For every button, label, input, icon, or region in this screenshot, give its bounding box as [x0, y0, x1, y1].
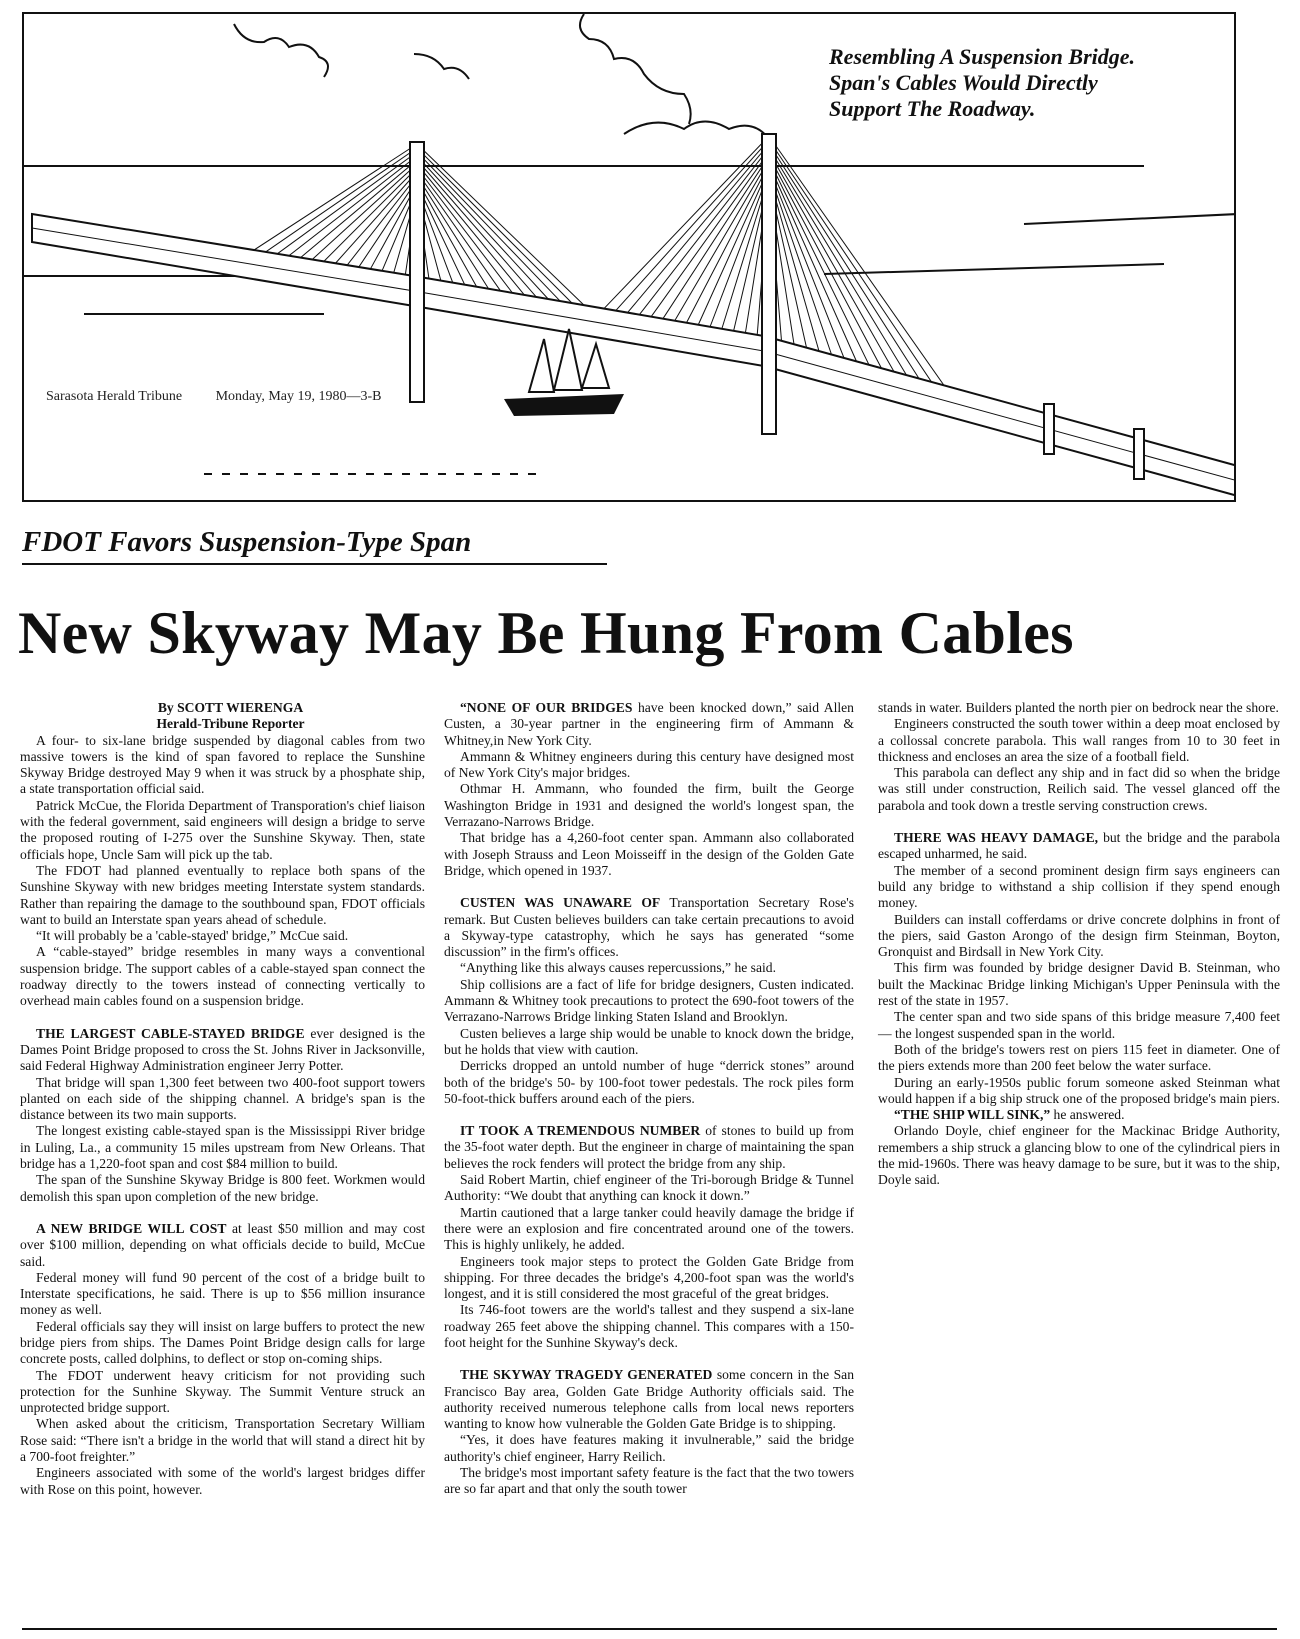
paragraph-text: but the bridge and the parabola escaped unharmed, he said.	[878, 830, 1280, 862]
paragraph-lead-in: THE LARGEST CABLE-STAYED BRIDGE	[36, 1025, 305, 1041]
sailing-ship	[504, 329, 624, 416]
byline-role: Herald-Tribune Reporter	[156, 716, 305, 732]
caption-line: Support The Roadway.	[829, 96, 1036, 121]
article-paragraph	[20, 944, 425, 1009]
cable-line	[417, 168, 512, 293]
article-paragraph	[20, 1026, 425, 1075]
article-paragraph	[878, 700, 1280, 716]
article-paragraph	[878, 912, 1280, 961]
paragraph-text: Orlando Doyle, chief engineer for the Mackinac Bridge Authority, remembers a ship struck a glancing blow to one of the cylindrical piers in the mid-1960s. There was heavy damage to be sure, but it was to the ship, Doyle said.	[878, 1123, 1280, 1188]
cable-line	[254, 144, 417, 250]
article-paragraph	[444, 895, 854, 960]
paragraph-text: Federal money will fund 90 percent of the cost of a bridge built to Interstate specifications, he said. There is up to $56 million insurance money as well.	[20, 1269, 425, 1318]
article-paragraph	[20, 1416, 425, 1465]
paragraph-text: A four- to six-lane bridge suspended by diagonal cables from two massive towers is the kind of span favored to replace the Sunshine Skyway Bridge destroyed May 9 when it was struck by a phosphate ship, a state transportation official said.	[20, 732, 425, 797]
paragraph-text: Both of the bridge's towers rest on piers 115 feet in diameter. One of the piers extends more than 200 feet below the water surface.	[878, 1041, 1280, 1074]
paragraph-text: The member of a second prominent design firm says engineers can build any bridge to withstand a ship collision if they spend enough money.	[878, 862, 1280, 911]
article-paragraph	[878, 1075, 1280, 1108]
caption-line: Span's Cables Would Directly	[829, 70, 1098, 95]
article-column-1	[20, 700, 425, 1498]
paragraph-text: Its 746-foot towers are the world's tallest and they suspend a six-lane roadway 265 feet above the shipping channel. This compares with a 150-foot height for the Sunhine Skyway's deck.	[444, 1302, 854, 1350]
paragraph-text: That bridge will span 1,300 feet between two 400-foot support towers planted on each side of the shipping channel. A bridge's span is the distance between its two main supports.	[20, 1074, 425, 1123]
paragraph-text: This firm was founded by bridge designer David B. Steinman, who built the Mackinac Bridge linking Michigan's Upper Peninsula with the rest of the state in 1957.	[878, 960, 1280, 1009]
paragraph-text: have been knocked down,” said Allen Custen, a 30-year partner in the engineering firm of Ammann & Whitney,in New York City.	[444, 700, 854, 748]
article-paragraph	[444, 1205, 854, 1254]
paragraph-lead-in: THERE WAS HEAVY DAMAGE,	[894, 830, 1099, 846]
clouds	[234, 14, 769, 139]
article-paragraph	[20, 798, 425, 863]
cable-line	[417, 156, 548, 299]
article-paragraph	[20, 928, 425, 944]
article-paragraph	[20, 733, 425, 798]
paragraph-lead-in: THE SKYWAY TRAGEDY GENERATED	[460, 1367, 713, 1383]
article-paragraph	[444, 1026, 854, 1059]
article-paragraph	[444, 1465, 854, 1498]
article-paragraph	[444, 749, 854, 782]
paragraph-text: The FDOT underwent heavy criticism for not providing such protection for the Sunhine Skyway. The Summit Venture struck an unprotected bridge support.	[20, 1367, 425, 1416]
article-paragraph	[444, 1254, 854, 1303]
article-paragraph	[444, 1123, 854, 1172]
paragraph-text: of stones to build up from the 35-foot water depth. But the engineer in charge of maintaining the span believes the rock fenders will protect the bridge from any ship.	[444, 1123, 854, 1171]
paragraph-text: stands in water. Builders planted the north pier on bedrock near the shore.	[878, 700, 1279, 715]
paragraph-text: Said Robert Martin, chief engineer of the Tri-borough Bridge & Tunnel Authority: “We doubt that anything can knock it down.”	[444, 1172, 854, 1204]
paragraph-text: “Yes, it does have features making it invulnerable,” said the bridge authority's chief engineer, Harry Reilich.	[444, 1432, 854, 1464]
article-paragraph	[444, 1058, 854, 1107]
paragraph-text: he answered.	[1050, 1107, 1125, 1123]
paragraph-text: some concern in the San Francisco Bay area, Golden Gate Bridge Authority officials said. The authority received numerous telephone calls from local news reporters wanting to know how vulnerable the Golden Gate Bridge is to shipping.	[444, 1367, 854, 1432]
cable-line	[769, 164, 857, 361]
bottom-rule	[22, 1628, 1277, 1630]
article-paragraph	[878, 765, 1280, 814]
paragraph-text: Federal officials say they will insist on large buffers to protect the new bridge piers from ships. The Dames Point Bridge design calls for large concrete posts, called dolphins, to deflect or stop on-coming ships.	[20, 1318, 425, 1367]
paragraph-lead-in: “THE SHIP WILL SINK,”	[894, 1107, 1051, 1123]
paragraph-text: The longest existing cable-stayed span is the Mississippi River bridge in Luling, La., a community 15 miles upstream from New Orleans. That bridge has a 1,220-foot span and cost $84 million to build.	[20, 1123, 425, 1172]
article-paragraph	[878, 1123, 1280, 1188]
article-paragraph	[878, 1107, 1280, 1123]
article-paragraph	[20, 1172, 425, 1205]
newspaper-name: Sarasota Herald Tribune	[46, 389, 183, 404]
illustration-caption	[829, 44, 1135, 122]
article-paragraph	[878, 716, 1280, 765]
paragraph-text: The center span and two side spans of this bridge measure 7,400 feet — the longest suspended span in the world.	[878, 1009, 1280, 1041]
paragraph-text: Ship collisions are a fact of life for bridge designers, Custen indicated. Ammann & Whitney took precautions to protect the 690-foot towers of the Verrazano-Narrows Bridge linking Staten Island and Brooklyn.	[444, 976, 854, 1025]
bridge-illustration	[22, 12, 1236, 502]
article-paragraph	[444, 781, 854, 830]
article-paragraph	[444, 830, 854, 879]
paragraph-text: Ammann & Whitney engineers during this century have designed most of New York City's major bridges.	[444, 748, 854, 781]
paragraph-text: Martin cautioned that a large tanker could heavily damage the bridge if there were an explosion and fire concentrated around one of the towers. This is highly unlikely, he added.	[444, 1204, 854, 1253]
byline-author: By SCOTT WIERENGA	[157, 700, 304, 715]
paragraph-text: Patrick McCue, the Florida Department of Transporation's chief liaison with the federal government, said engineers will design a bridge to serve the proposed routing of I-275 over the Sunshine Skyway. Then, state officials hope, Uncle Sam will pick up the tab.	[20, 797, 425, 862]
cable-line	[417, 180, 477, 287]
paragraph-lead-in: A NEW BRIDGE WILL COST	[36, 1220, 227, 1236]
article-paragraph	[444, 700, 854, 749]
article-column-2	[444, 700, 854, 1498]
paragraph-text: Transportation Secretary Rose's remark. But Custen believes builders can take certain precautions to avoid a Skyway-type catastrophy, which he says has generated “some discussion” in the firm's offices.	[444, 895, 855, 960]
cable-line	[289, 156, 417, 256]
article-paragraph	[878, 1009, 1280, 1042]
article-paragraph	[20, 1368, 425, 1417]
paragraph-text: Engineers associated with some of the world's largest bridges differ with Rose on this point, however.	[20, 1465, 425, 1497]
paragraph-text: Engineers took major steps to protect the Golden Gate Bridge from shipping. For three decades the bridge's 4,200-foot span was the world's longest, and it is still considered the most graceful of the great bridges.	[444, 1253, 854, 1302]
paragraph-text: When asked about the criticism, Transportation Secretary William Rose said: “There isn't a bridge in the world that will stand a direct hit by a 700-foot freighter.”	[20, 1416, 425, 1465]
article-paragraph	[444, 977, 854, 1026]
article-paragraph	[878, 830, 1280, 863]
article-paragraph	[444, 1367, 854, 1432]
article-paragraph	[444, 960, 854, 976]
bridge-cables	[254, 136, 944, 385]
paragraph-text: “It will probably be a 'cable-stayed' bridge,” McCue said.	[36, 928, 349, 944]
cable-line	[417, 152, 560, 301]
article-paragraph	[444, 1172, 854, 1205]
cable-line	[417, 160, 536, 297]
article-paragraph	[20, 863, 425, 928]
article-paragraph	[444, 1432, 854, 1465]
paragraph-text: That bridge has a 4,260-foot center span. Ammann also collaborated with Joseph Strauss and Leon Moisseiff in the design of the Golden Gate Bridge, which opened in 1937.	[444, 830, 854, 878]
issue-date: Monday, May 19, 1980—3-B	[215, 389, 382, 404]
cable-line	[324, 168, 417, 261]
paragraph-text: “Anything like this always causes repercussions,” he said.	[460, 960, 776, 976]
article-paragraph	[20, 1075, 425, 1124]
paragraph-text: Othmar H. Ammann, who founded the firm, built the George Washington Bridge in 1931 and designed the world's longest span, the Verrazano-Narrows Bridge.	[444, 781, 854, 830]
paragraph-text: ever designed is the Dames Point Bridge proposed to cross the St. Johns River in Jacksonville, said Federal Highway Administration engineer Jerry Potter.	[20, 1025, 425, 1074]
paragraph-text: Engineers constructed the south tower within a deep moat enclosed by a collossal concrete parabola. This wall ranges from 10 to 30 feet in thickness and encloses an area the size of a football field.	[878, 716, 1280, 764]
kicker-headline: FDOT Favors Suspension-Type Span	[22, 524, 607, 565]
paragraph-lead-in: “NONE OF OUR BRIDGES	[460, 700, 633, 715]
main-headline: New Skyway May Be Hung From Cables	[18, 600, 1074, 666]
cable-line	[687, 164, 770, 323]
roadway	[32, 214, 1236, 496]
article-paragraph	[20, 1465, 425, 1498]
paragraph-text: This parabola can deflect any ship and in fact did so when the bridge was still under construction, Reilich said. The vessel glanced off the parabola and took down a trestle serving construction crews.	[878, 765, 1280, 813]
cable-line	[663, 156, 769, 319]
paragraph-text: The span of the Sunshine Skyway Bridge is 800 feet. Workmen would demolish this span upon completion of the new bridge.	[20, 1172, 425, 1204]
paragraph-text: During an early-1950s public forum someone asked Steinman what would happen if a big ship struck one of the proposed bridge's main piers.	[878, 1074, 1280, 1106]
cable-line	[266, 148, 417, 252]
article-paragraph	[444, 1302, 854, 1351]
article-paragraph	[878, 1042, 1280, 1075]
cable-line	[769, 160, 869, 365]
article-paragraph	[20, 1221, 425, 1270]
paragraph-text: Custen believes a large ship would be unable to knock down the bridge, but he holds that view with caution.	[444, 1025, 854, 1057]
article-paragraph	[20, 1270, 425, 1319]
cable-line	[698, 168, 769, 325]
paragraph-text: A “cable-stayed” bridge resembles in many ways a conventional suspension bridge. The support cables of a cable-stayed span connect the roadway directly to the towers instead of connecting vertically to overhead main cables found on a suspension bridge.	[20, 944, 425, 1009]
paragraph-text: The bridge's most important safety feature is the fact that the two towers are so far apart and that only the south tower	[444, 1465, 854, 1497]
paragraph-text: Derricks dropped an untold number of huge “derrick stones” around both of the bridge's 50- by 100-foot tower pedestals. The rock piles form 50-foot-thick buffers around each of the piers.	[444, 1058, 854, 1106]
masthead	[46, 389, 382, 405]
article-column-3	[878, 700, 1280, 1189]
paragraph-text: at least $50 million and may cost over $100 million, depending on what officials decide to build, McCue said.	[20, 1220, 425, 1269]
paragraph-text: Builders can install cofferdams or drive concrete dolphins in front of the piers, said Gaston Arongo of the design firm Steinman, Boyton, Gronquist and Birdsall in New York City.	[878, 911, 1280, 960]
article-paragraph	[878, 960, 1280, 1009]
caption-line: Resembling A Suspension Bridge.	[829, 44, 1136, 69]
paragraph-text: The FDOT had planned eventually to replace both spans of the Sunshine Skyway with new bridges meeting Interstate system standards. Rather than repairing the damage to the southbound span, FDOT officials want to build an Interstate span years ahead of schedule.	[20, 862, 425, 927]
article-paragraph	[20, 1319, 425, 1368]
paragraph-lead-in: IT TOOK A TREMENDOUS NUMBER	[460, 1123, 701, 1139]
paragraph-lead-in: CUSTEN WAS UNAWARE OF	[460, 895, 661, 911]
article-paragraph	[20, 1123, 425, 1172]
article-paragraph	[878, 863, 1280, 912]
